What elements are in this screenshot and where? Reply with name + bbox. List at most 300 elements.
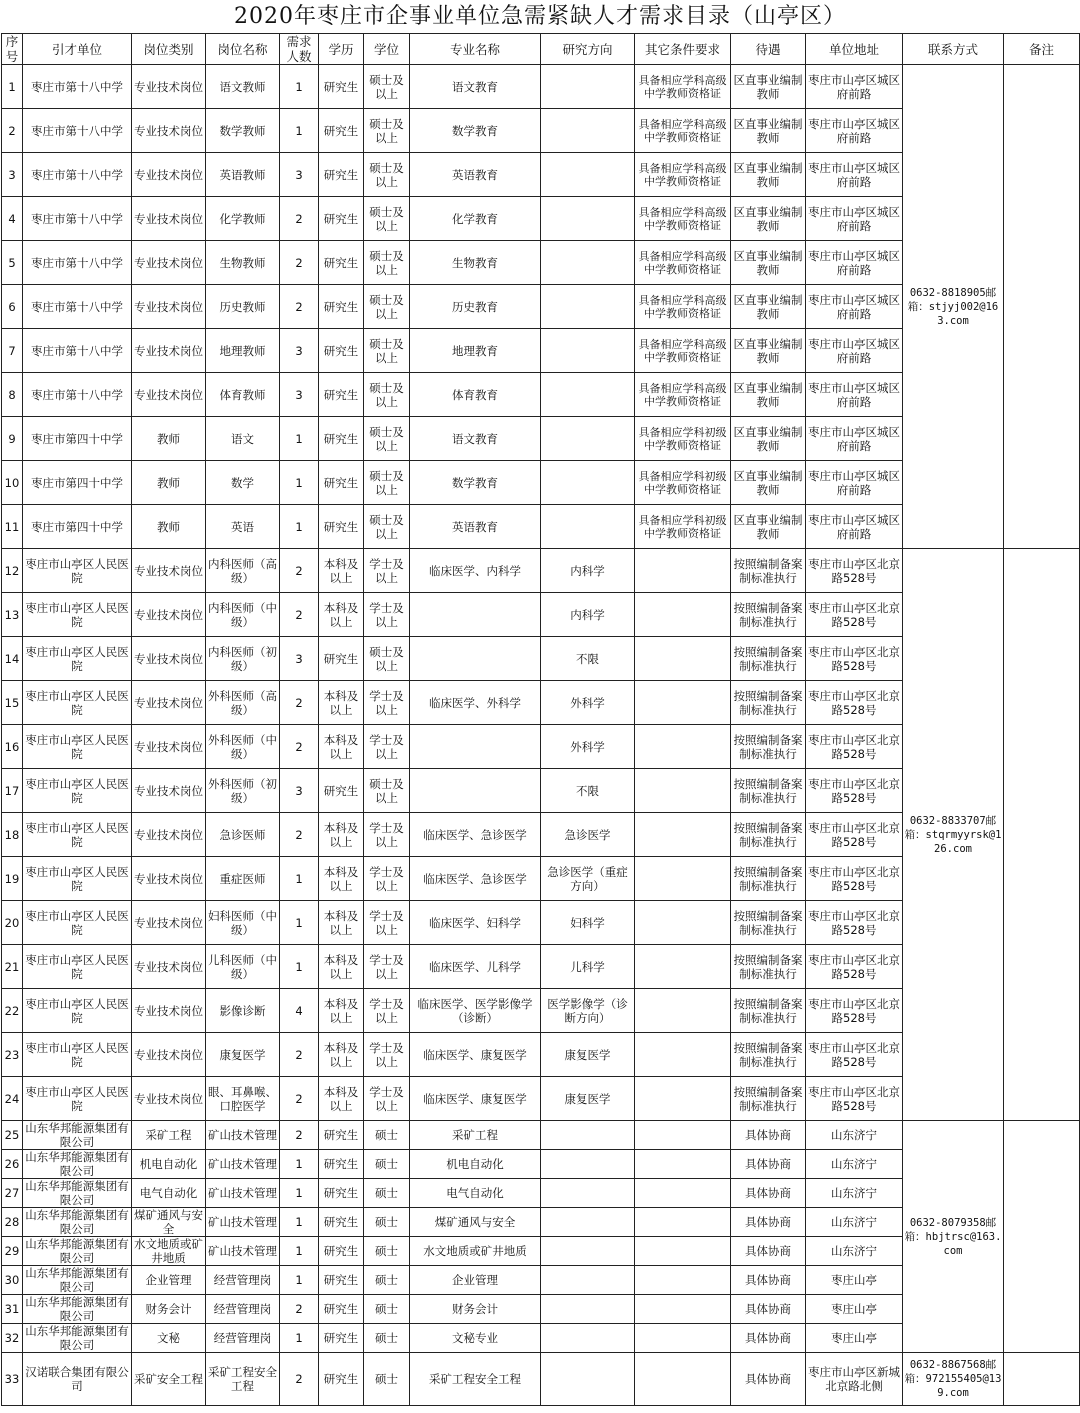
row-direction: 康复医学 <box>541 1077 635 1121</box>
header-unit: 引才单位 <box>23 34 132 65</box>
row-requirements: 具备相应学科初级中学教师资格证 <box>635 417 731 461</box>
row-direction: 内科学 <box>541 593 635 637</box>
row-direction <box>541 461 635 505</box>
row-category: 专业技术岗位 <box>132 241 206 285</box>
row-treatment: 区直事业编制教师 <box>731 417 806 461</box>
row-direction <box>541 329 635 373</box>
row-treatment: 具体协商 <box>731 1295 806 1324</box>
row-education: 研究生 <box>319 1208 364 1237</box>
row-address: 山东济宁 <box>806 1237 903 1266</box>
row-degree: 硕士及以上 <box>364 769 410 813</box>
row-number: 18 <box>2 813 23 857</box>
row-direction <box>541 505 635 549</box>
row-major <box>410 593 541 637</box>
row-address: 枣庄市山亭区北京路528号 <box>806 901 903 945</box>
row-count: 1 <box>280 945 319 989</box>
row-count: 3 <box>280 769 319 813</box>
row-position: 历史教师 <box>206 285 280 329</box>
row-major: 生物教育 <box>410 241 541 285</box>
row-number: 24 <box>2 1077 23 1121</box>
row-number: 4 <box>2 197 23 241</box>
row-unit: 枣庄市第十八中学 <box>23 109 132 153</box>
row-treatment: 按照编制备案制标准执行 <box>731 769 806 813</box>
row-major: 临床医学、康复医学 <box>410 1033 541 1077</box>
row-treatment: 按照编制备案制标准执行 <box>731 681 806 725</box>
row-category: 专业技术岗位 <box>132 725 206 769</box>
row-unit: 枣庄市山亭区人民医院 <box>23 989 132 1033</box>
row-requirements: 具备相应学科高级中学教师资格证 <box>635 153 731 197</box>
row-address: 枣庄市山亭区北京路528号 <box>806 725 903 769</box>
row-direction <box>541 285 635 329</box>
row-treatment: 按照编制备案制标准执行 <box>731 813 806 857</box>
row-address: 枣庄市山亭区北京路528号 <box>806 989 903 1033</box>
row-unit: 枣庄市山亭区人民医院 <box>23 901 132 945</box>
row-count: 2 <box>280 681 319 725</box>
row-treatment: 区直事业编制教师 <box>731 329 806 373</box>
row-direction <box>541 1353 635 1406</box>
row-category: 专业技术岗位 <box>132 197 206 241</box>
row-treatment: 按照编制备案制标准执行 <box>731 637 806 681</box>
row-degree: 硕士 <box>364 1353 410 1406</box>
row-number: 11 <box>2 505 23 549</box>
row-major: 英语教育 <box>410 505 541 549</box>
table-row <box>2 65 1080 109</box>
row-treatment: 按照编制备案制标准执行 <box>731 1077 806 1121</box>
row-requirements <box>635 1033 731 1077</box>
row-education: 本科及以上 <box>319 945 364 989</box>
row-education: 研究生 <box>319 769 364 813</box>
row-category: 采矿安全工程 <box>132 1353 206 1406</box>
row-address: 枣庄市山亭区北京路528号 <box>806 769 903 813</box>
row-treatment: 区直事业编制教师 <box>731 109 806 153</box>
row-major: 煤矿通风与安全 <box>410 1208 541 1237</box>
row-address: 山东济宁 <box>806 1179 903 1208</box>
row-unit: 枣庄市山亭区人民医院 <box>23 857 132 901</box>
row-education: 研究生 <box>319 109 364 153</box>
row-degree: 学士及以上 <box>364 901 410 945</box>
row-position: 经营管理岗 <box>206 1324 280 1353</box>
row-direction: 外科学 <box>541 681 635 725</box>
row-address: 山东济宁 <box>806 1150 903 1179</box>
row-unit: 山东华邦能源集团有限公司 <box>23 1295 132 1324</box>
row-unit: 枣庄市第四十中学 <box>23 505 132 549</box>
row-category: 专业技术岗位 <box>132 857 206 901</box>
row-direction <box>541 1237 635 1266</box>
row-number: 30 <box>2 1266 23 1295</box>
row-unit: 枣庄市山亭区人民医院 <box>23 769 132 813</box>
row-category: 专业技术岗位 <box>132 637 206 681</box>
row-category: 专业技术岗位 <box>132 109 206 153</box>
row-position: 矿山技术管理 <box>206 1237 280 1266</box>
row-count: 1 <box>280 417 319 461</box>
row-number: 14 <box>2 637 23 681</box>
row-count: 1 <box>280 1266 319 1295</box>
row-position: 矿山技术管理 <box>206 1150 280 1179</box>
row-unit: 山东华邦能源集团有限公司 <box>23 1266 132 1295</box>
row-degree: 硕士 <box>364 1237 410 1266</box>
row-address: 枣庄市山亭区北京路528号 <box>806 681 903 725</box>
row-category: 专业技术岗位 <box>132 65 206 109</box>
row-number: 17 <box>2 769 23 813</box>
row-treatment: 区直事业编制教师 <box>731 197 806 241</box>
row-treatment: 按照编制备案制标准执行 <box>731 945 806 989</box>
row-category: 专业技术岗位 <box>132 329 206 373</box>
row-number: 12 <box>2 549 23 593</box>
row-category: 专业技术岗位 <box>132 153 206 197</box>
row-position: 内科医师（初级） <box>206 637 280 681</box>
row-category: 专业技术岗位 <box>132 945 206 989</box>
row-requirements <box>635 1077 731 1121</box>
row-education: 研究生 <box>319 1121 364 1150</box>
row-number: 31 <box>2 1295 23 1324</box>
row-position: 眼、耳鼻喉、口腔医学 <box>206 1077 280 1121</box>
row-address: 枣庄市山亭区城区府前路 <box>806 153 903 197</box>
header-position: 岗位名称 <box>206 34 280 65</box>
row-major: 文秘专业 <box>410 1324 541 1353</box>
row-unit: 枣庄市第十八中学 <box>23 153 132 197</box>
row-number: 26 <box>2 1150 23 1179</box>
row-treatment: 按照编制备案制标准执行 <box>731 989 806 1033</box>
header-address: 单位地址 <box>806 34 903 65</box>
row-unit: 枣庄市山亭区人民医院 <box>23 945 132 989</box>
row-degree: 硕士 <box>364 1179 410 1208</box>
row-direction <box>541 1150 635 1179</box>
row-category: 教师 <box>132 505 206 549</box>
row-position: 数学 <box>206 461 280 505</box>
row-category: 专业技术岗位 <box>132 549 206 593</box>
row-number: 32 <box>2 1324 23 1353</box>
row-major: 机电自动化 <box>410 1150 541 1179</box>
row-requirements <box>635 857 731 901</box>
row-count: 1 <box>280 1237 319 1266</box>
row-count: 2 <box>280 813 319 857</box>
row-major <box>410 769 541 813</box>
row-treatment: 区直事业编制教师 <box>731 65 806 109</box>
row-requirements: 具备相应学科高级中学教师资格证 <box>635 197 731 241</box>
row-direction <box>541 1295 635 1324</box>
row-count: 1 <box>280 461 319 505</box>
row-direction <box>541 1266 635 1295</box>
row-position: 地理教师 <box>206 329 280 373</box>
row-address: 枣庄市山亭区北京路528号 <box>806 593 903 637</box>
row-major: 语文教育 <box>410 65 541 109</box>
row-degree: 硕士及以上 <box>364 329 410 373</box>
page-title: 2020年枣庄市企事业单位急需紧缺人才需求目录（山亭区） <box>234 4 846 29</box>
row-education: 研究生 <box>319 373 364 417</box>
row-direction: 儿科学 <box>541 945 635 989</box>
row-education: 研究生 <box>319 197 364 241</box>
row-direction <box>541 1324 635 1353</box>
row-unit: 枣庄市山亭区人民医院 <box>23 549 132 593</box>
row-degree: 学士及以上 <box>364 989 410 1033</box>
row-number: 20 <box>2 901 23 945</box>
row-requirements <box>635 637 731 681</box>
header-treatment: 待遇 <box>731 34 806 65</box>
row-education: 研究生 <box>319 1179 364 1208</box>
row-number: 23 <box>2 1033 23 1077</box>
row-number: 29 <box>2 1237 23 1266</box>
table-row <box>2 549 1080 593</box>
row-unit: 汉诺联合集团有限公司 <box>23 1353 132 1406</box>
row-education: 本科及以上 <box>319 549 364 593</box>
row-degree: 学士及以上 <box>364 681 410 725</box>
row-major: 临床医学、医学影像学（诊断） <box>410 989 541 1033</box>
row-requirements <box>635 1208 731 1237</box>
row-direction <box>541 1208 635 1237</box>
row-count: 2 <box>280 241 319 285</box>
row-unit: 枣庄市山亭区人民医院 <box>23 637 132 681</box>
row-count: 2 <box>280 285 319 329</box>
row-address: 枣庄市山亭区北京路528号 <box>806 1077 903 1121</box>
row-degree: 硕士及以上 <box>364 461 410 505</box>
row-address: 枣庄山亭 <box>806 1295 903 1324</box>
row-education: 研究生 <box>319 1150 364 1179</box>
row-address: 枣庄山亭 <box>806 1324 903 1353</box>
row-education: 研究生 <box>319 1324 364 1353</box>
row-requirements: 具备相应学科高级中学教师资格证 <box>635 109 731 153</box>
row-category: 财务会计 <box>132 1295 206 1324</box>
row-treatment: 具体协商 <box>731 1237 806 1266</box>
row-requirements: 具备相应学科高级中学教师资格证 <box>635 373 731 417</box>
row-treatment: 按照编制备案制标准执行 <box>731 1033 806 1077</box>
row-category: 专业技术岗位 <box>132 285 206 329</box>
row-address: 枣庄市山亭区城区府前路 <box>806 241 903 285</box>
row-degree: 硕士及以上 <box>364 373 410 417</box>
row-count: 4 <box>280 989 319 1033</box>
row-education: 研究生 <box>319 1237 364 1266</box>
row-position: 经营管理岗 <box>206 1295 280 1324</box>
row-education: 本科及以上 <box>319 857 364 901</box>
row-treatment: 按照编制备案制标准执行 <box>731 593 806 637</box>
row-requirements <box>635 1324 731 1353</box>
row-education: 研究生 <box>319 329 364 373</box>
contact-info: 0632-8833707邮箱：stqrmyyrsk@126.com <box>903 549 1004 1121</box>
row-count: 2 <box>280 1295 319 1324</box>
row-unit: 枣庄市山亭区人民医院 <box>23 1033 132 1077</box>
row-major: 化学教育 <box>410 197 541 241</box>
row-major <box>410 637 541 681</box>
row-education: 研究生 <box>319 1353 364 1406</box>
row-degree: 学士及以上 <box>364 593 410 637</box>
row-requirements <box>635 1179 731 1208</box>
row-number: 1 <box>2 65 23 109</box>
row-unit: 枣庄市第十八中学 <box>23 285 132 329</box>
row-major: 临床医学、内科学 <box>410 549 541 593</box>
row-treatment: 区直事业编制教师 <box>731 153 806 197</box>
row-direction: 急诊医学 <box>541 813 635 857</box>
row-degree: 硕士及以上 <box>364 417 410 461</box>
row-requirements <box>635 1237 731 1266</box>
row-degree: 学士及以上 <box>364 813 410 857</box>
row-number: 25 <box>2 1121 23 1150</box>
row-treatment: 按照编制备案制标准执行 <box>731 549 806 593</box>
row-count: 2 <box>280 1353 319 1406</box>
header-no: 序号 <box>2 34 23 65</box>
row-treatment: 具体协商 <box>731 1179 806 1208</box>
row-number: 8 <box>2 373 23 417</box>
row-requirements: 具备相应学科初级中学教师资格证 <box>635 461 731 505</box>
row-direction: 内科学 <box>541 549 635 593</box>
row-education: 研究生 <box>319 505 364 549</box>
row-position: 外科医师（高级） <box>206 681 280 725</box>
row-direction <box>541 1121 635 1150</box>
row-degree: 硕士及以上 <box>364 241 410 285</box>
row-major: 临床医学、外科学 <box>410 681 541 725</box>
row-number: 10 <box>2 461 23 505</box>
row-direction <box>541 417 635 461</box>
row-education: 研究生 <box>319 637 364 681</box>
row-category: 专业技术岗位 <box>132 593 206 637</box>
row-count: 2 <box>280 593 319 637</box>
row-direction <box>541 109 635 153</box>
row-number: 7 <box>2 329 23 373</box>
row-degree: 学士及以上 <box>364 1077 410 1121</box>
row-treatment: 区直事业编制教师 <box>731 285 806 329</box>
row-education: 本科及以上 <box>319 989 364 1033</box>
row-degree: 硕士 <box>364 1295 410 1324</box>
row-major: 采矿工程安全工程 <box>410 1353 541 1406</box>
row-treatment: 具体协商 <box>731 1208 806 1237</box>
row-requirements <box>635 1353 731 1406</box>
row-major: 财务会计 <box>410 1295 541 1324</box>
row-count: 1 <box>280 1208 319 1237</box>
row-address: 枣庄市山亭区北京路528号 <box>806 945 903 989</box>
row-number: 2 <box>2 109 23 153</box>
remarks-cell <box>1004 1353 1080 1406</box>
row-position: 英语教师 <box>206 153 280 197</box>
row-position: 矿山技术管理 <box>206 1121 280 1150</box>
row-position: 内科医师（中级） <box>206 593 280 637</box>
row-count: 2 <box>280 725 319 769</box>
row-treatment: 区直事业编制教师 <box>731 373 806 417</box>
row-number: 3 <box>2 153 23 197</box>
row-major: 语文教育 <box>410 417 541 461</box>
row-position: 矿山技术管理 <box>206 1179 280 1208</box>
row-address: 山东济宁 <box>806 1208 903 1237</box>
row-address: 山东济宁 <box>806 1121 903 1150</box>
row-category: 专业技术岗位 <box>132 813 206 857</box>
row-position: 康复医学 <box>206 1033 280 1077</box>
row-direction: 急诊医学（重症方向） <box>541 857 635 901</box>
row-number: 6 <box>2 285 23 329</box>
row-number: 15 <box>2 681 23 725</box>
row-education: 研究生 <box>319 1266 364 1295</box>
header-remarks: 备注 <box>1004 34 1080 65</box>
row-number: 33 <box>2 1353 23 1406</box>
row-education: 研究生 <box>319 65 364 109</box>
row-count: 1 <box>280 1150 319 1179</box>
row-direction: 妇科学 <box>541 901 635 945</box>
row-requirements <box>635 1121 731 1150</box>
row-category: 专业技术岗位 <box>132 901 206 945</box>
row-count: 1 <box>280 857 319 901</box>
row-number: 9 <box>2 417 23 461</box>
row-number: 21 <box>2 945 23 989</box>
row-major: 企业管理 <box>410 1266 541 1295</box>
row-count: 1 <box>280 901 319 945</box>
row-count: 3 <box>280 637 319 681</box>
row-requirements <box>635 945 731 989</box>
row-direction <box>541 153 635 197</box>
row-address: 枣庄市山亭区城区府前路 <box>806 505 903 549</box>
row-category: 专业技术岗位 <box>132 681 206 725</box>
row-education: 研究生 <box>319 417 364 461</box>
table-body <box>2 65 1080 1406</box>
row-major: 临床医学、儿科学 <box>410 945 541 989</box>
row-position: 经营管理岗 <box>206 1266 280 1295</box>
row-address: 枣庄市山亭区北京路528号 <box>806 549 903 593</box>
row-category: 采矿工程 <box>132 1121 206 1150</box>
row-category: 教师 <box>132 417 206 461</box>
row-number: 28 <box>2 1208 23 1237</box>
row-direction <box>541 65 635 109</box>
header-count: 需求人数 <box>280 34 319 65</box>
row-unit: 枣庄市第十八中学 <box>23 65 132 109</box>
row-category: 教师 <box>132 461 206 505</box>
row-degree: 硕士 <box>364 1121 410 1150</box>
row-treatment: 按照编制备案制标准执行 <box>731 725 806 769</box>
row-degree: 硕士及以上 <box>364 65 410 109</box>
row-direction <box>541 1179 635 1208</box>
row-unit: 枣庄市山亭区人民医院 <box>23 593 132 637</box>
row-unit: 山东华邦能源集团有限公司 <box>23 1150 132 1179</box>
row-position: 矿山技术管理 <box>206 1208 280 1237</box>
row-requirements: 具备相应学科高级中学教师资格证 <box>635 241 731 285</box>
row-requirements: 具备相应学科高级中学教师资格证 <box>635 65 731 109</box>
row-treatment: 具体协商 <box>731 1324 806 1353</box>
row-requirements <box>635 769 731 813</box>
row-degree: 硕士及以上 <box>364 505 410 549</box>
row-count: 2 <box>280 549 319 593</box>
row-major: 临床医学、急诊医学 <box>410 857 541 901</box>
row-education: 研究生 <box>319 461 364 505</box>
row-category: 专业技术岗位 <box>132 769 206 813</box>
row-category: 煤矿通风与安全 <box>132 1208 206 1237</box>
row-major <box>410 725 541 769</box>
header-direction: 研究方向 <box>541 34 635 65</box>
row-requirements <box>635 549 731 593</box>
row-major: 数学教育 <box>410 461 541 505</box>
row-direction: 医学影像学（诊断方向） <box>541 989 635 1033</box>
row-number: 13 <box>2 593 23 637</box>
row-degree: 学士及以上 <box>364 857 410 901</box>
row-position: 语文 <box>206 417 280 461</box>
row-direction <box>541 241 635 285</box>
contact-info: 0632-8867568邮箱：972155405@139.com <box>903 1353 1004 1406</box>
row-major: 体育教育 <box>410 373 541 417</box>
row-treatment: 按照编制备案制标准执行 <box>731 857 806 901</box>
row-position: 外科医师（中级） <box>206 725 280 769</box>
row-requirements <box>635 593 731 637</box>
row-unit: 枣庄市第十八中学 <box>23 329 132 373</box>
row-unit: 山东华邦能源集团有限公司 <box>23 1179 132 1208</box>
row-requirements <box>635 725 731 769</box>
row-number: 27 <box>2 1179 23 1208</box>
row-requirements <box>635 681 731 725</box>
row-category: 专业技术岗位 <box>132 373 206 417</box>
row-position: 妇科医师（中级） <box>206 901 280 945</box>
row-direction: 不限 <box>541 769 635 813</box>
remarks-cell <box>1004 1121 1080 1353</box>
row-education: 研究生 <box>319 241 364 285</box>
row-major: 临床医学、急诊医学 <box>410 813 541 857</box>
row-education: 本科及以上 <box>319 1077 364 1121</box>
row-position: 数学教师 <box>206 109 280 153</box>
row-position: 外科医师（初级） <box>206 769 280 813</box>
row-major: 水文地质或矿井地质 <box>410 1237 541 1266</box>
row-address: 枣庄市山亭区城区府前路 <box>806 329 903 373</box>
row-count: 3 <box>280 373 319 417</box>
